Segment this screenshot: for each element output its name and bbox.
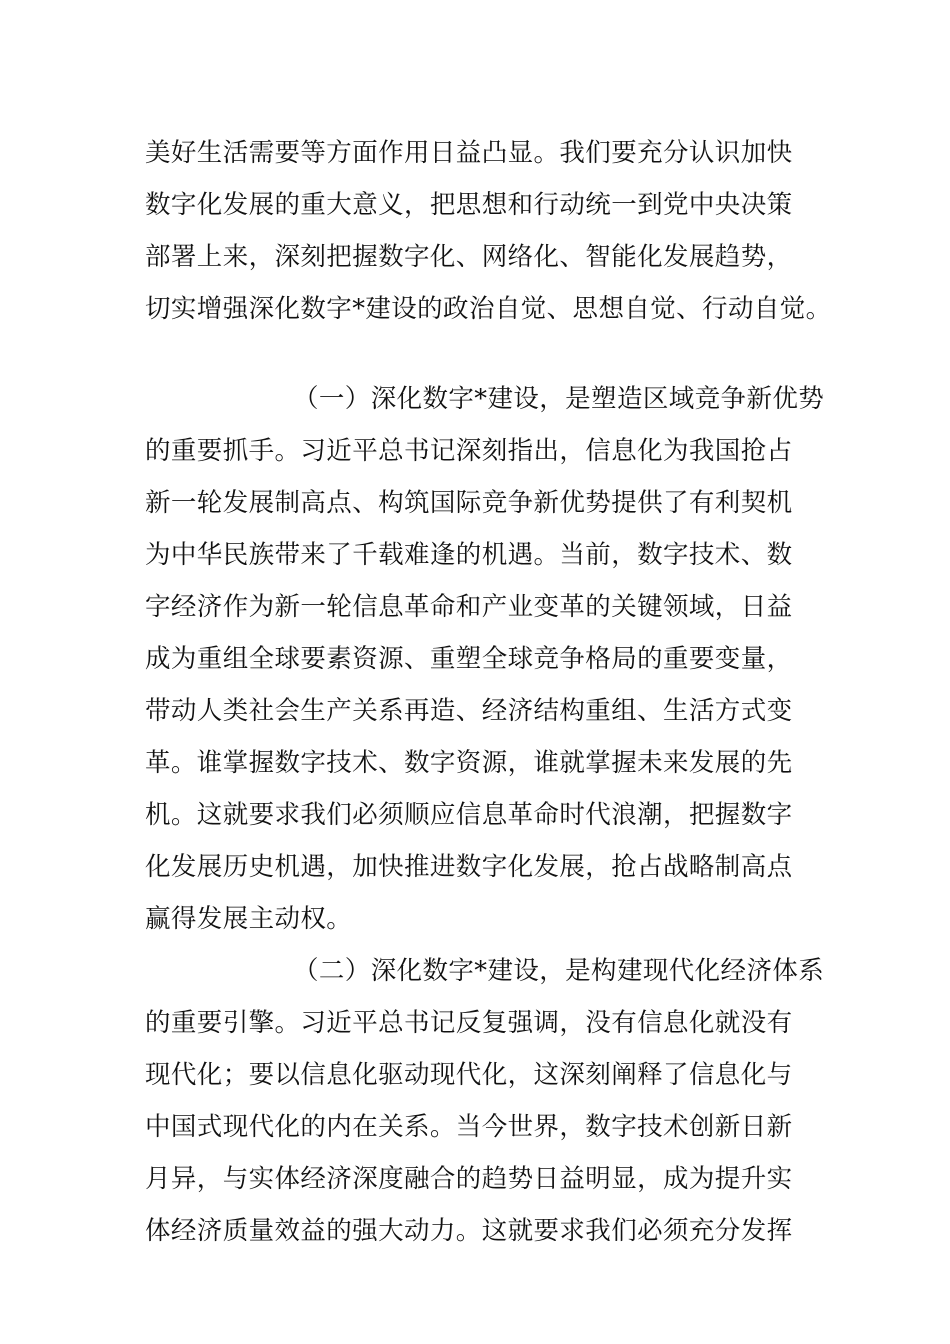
text-line: 部署上来，深刻把握数字化、网络化、智能化发展趋势， bbox=[145, 242, 793, 272]
section-heading-1: （一）深化数字*建设，是塑造区域竞争新优势 bbox=[293, 384, 825, 414]
text-line: 带动人类社会生产关系再造、经济结构重组、生活方式变 bbox=[145, 696, 793, 726]
text-line: 中国式现代化的内在关系。当今世界，数字技术创新日新 bbox=[145, 1112, 793, 1142]
section-heading-2: （二）深化数字*建设，是构建现代化经济体系 bbox=[293, 956, 825, 986]
text-line: 机。这就要求我们必须顺应信息革命时代浪潮，把握数字 bbox=[145, 800, 793, 830]
text-line: 成为重组全球要素资源、重塑全球竞争格局的重要变量， bbox=[145, 644, 793, 674]
text-line: 为中华民族带来了千载难逢的机遇。当前，数字技术、数 bbox=[145, 540, 793, 570]
text-line: 体经济质量效益的强大动力。这就要求我们必须充分发挥 bbox=[145, 1216, 793, 1246]
text-line: 化发展历史机遇，加快推进数字化发展，抢占战略制高点 bbox=[145, 852, 793, 882]
text-line: 赢得发展主动权。 bbox=[145, 904, 353, 934]
text-line: 的重要抓手。习近平总书记深刻指出，信息化为我国抢占 bbox=[145, 436, 793, 466]
text-line: 月异，与实体经济深度融合的趋势日益明显，成为提升实 bbox=[145, 1164, 793, 1194]
text-line: 的重要引擎。习近平总书记反复强调，没有信息化就没有 bbox=[145, 1008, 793, 1038]
text-line: 切实增强深化数字*建设的政治自觉、思想自觉、行动自觉。 bbox=[145, 294, 832, 324]
text-line: 美好生活需要等方面作用日益凸显。我们要充分认识加快 bbox=[145, 138, 793, 168]
text-line: 字经济作为新一轮信息革命和产业变革的关键领域，日益 bbox=[145, 592, 793, 622]
text-line: 现代化；要以信息化驱动现代化，这深刻阐释了信息化与 bbox=[145, 1060, 793, 1090]
text-line: 革。谁掌握数字技术、数字资源，谁就掌握未来发展的先 bbox=[145, 748, 793, 778]
text-line: 新一轮发展制高点、构筑国际竞争新优势提供了有利契机 bbox=[145, 488, 793, 518]
text-line: 数字化发展的重大意义，把思想和行动统一到党中央决策 bbox=[145, 190, 793, 220]
